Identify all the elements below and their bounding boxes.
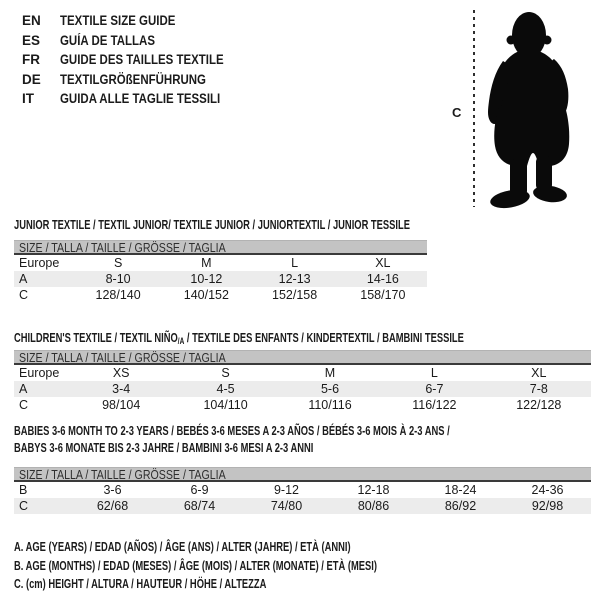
row-label: A — [19, 272, 28, 286]
size-cell: M — [324, 366, 336, 380]
language-row-de — [22, 70, 253, 90]
value-cell: 6-9 — [190, 483, 209, 497]
language-label: GUIDE DES TAILLES TEXTILE — [60, 52, 224, 68]
size-cell: M — [201, 256, 212, 270]
junior-table-title-text: JUNIOR TEXTILE / TEXTIL JUNIOR/ TEXTILE JUNIOR / JUNIORTEXTIL / JUNIOR TESSILE — [14, 217, 410, 232]
row-label: C — [19, 288, 29, 302]
size-cell: XL — [375, 256, 391, 270]
value-cell: 8-10 — [105, 272, 131, 286]
size-header-bar — [14, 467, 591, 482]
children-title-post: / TEXTILE DES ENFANTS / KINDERTEXTIL / BAMBINI TESSILE — [184, 330, 464, 345]
language-code: FR — [22, 52, 40, 68]
language-label: TEXTILE SIZE GUIDE — [60, 13, 176, 29]
table-row-age-months — [14, 482, 591, 498]
children-table — [14, 350, 591, 413]
value-cell: 12-18 — [357, 483, 390, 497]
legend-line-c — [14, 574, 518, 593]
row-label: Europe — [19, 256, 60, 270]
table-row-height — [14, 397, 591, 413]
legend-line-b — [14, 556, 518, 575]
value-cell: 116/122 — [412, 398, 457, 412]
value-cell: 140/152 — [183, 288, 229, 302]
table-row-age — [14, 271, 427, 287]
baby-silhouette-icon — [486, 4, 594, 212]
value-cell: 24-36 — [531, 483, 564, 497]
size-cell: L — [430, 366, 438, 380]
language-code: IT — [22, 91, 34, 107]
value-cell: 74/80 — [270, 499, 303, 513]
value-cell: 80/86 — [357, 499, 390, 513]
babies-table-title-line1: BABIES 3-6 MONTH TO 2-3 YEARS / BEBÉS 3-6 MESES A 2-3 AÑOS / BÉBÉS 3-6 MOIS À 2-3 ANS / — [14, 423, 450, 438]
table-row-height — [14, 287, 427, 303]
value-cell: 122/128 — [516, 398, 562, 412]
row-label: C — [19, 398, 29, 412]
value-cell: 9-12 — [273, 483, 300, 497]
row-label: A — [19, 382, 28, 396]
value-cell: 128/140 — [95, 288, 141, 302]
measure-label-c: C — [452, 105, 462, 120]
height-measure-dotted-line — [473, 10, 475, 207]
size-header-label: SIZE / TALLA / TAILLE / GRÖSSE / TAGLIA — [19, 468, 226, 482]
row-label: B — [19, 483, 28, 497]
children-title-pre: CHILDREN'S TEXTILE / TEXTIL NIÑO — [14, 330, 178, 345]
legend-text-c: C. (cm) HEIGHT / ALTURA / HAUTEUR / HÖHE / ALTEZZA — [14, 576, 267, 592]
language-label: GUIDA ALLE TAGLIE TESSILI — [60, 91, 221, 107]
language-row-fr — [22, 50, 253, 70]
size-cell: S — [113, 256, 123, 270]
value-cell: 3-6 — [103, 483, 122, 497]
legend-text-a: A. AGE (YEARS) / EDAD (AÑOS) / ÂGE (ANS) / ALTER (JAHRE) / ETÀ (ANNI) — [14, 538, 351, 554]
value-cell: 110/116 — [308, 398, 352, 412]
size-header-bar — [14, 240, 427, 255]
value-cell: 98/104 — [102, 398, 141, 412]
table-row-height — [14, 498, 591, 514]
language-row-it — [22, 89, 253, 109]
value-cell: 152/158 — [272, 288, 318, 302]
legend-text-b: B. AGE (MONTHS) / EDAD (MESES) / ÂGE (MOIS) / ALTER (MONATE) / ETÀ (MESI) — [14, 557, 377, 573]
children-title-sub: /A — [177, 336, 185, 346]
value-cell: 86/92 — [444, 499, 477, 513]
legend-line-a — [14, 537, 518, 556]
junior-table-title — [14, 216, 564, 233]
value-cell: 62/68 — [96, 499, 129, 513]
babies-table-title-line2: BABYS 3-6 MONATE BIS 2-3 JAHRE / BAMBINI 3-6 MESI A 2-3 ANNI — [14, 440, 314, 455]
value-cell: 92/98 — [531, 499, 564, 513]
value-cell: 10-12 — [190, 272, 223, 286]
value-cell: 5-6 — [320, 382, 340, 396]
language-code: ES — [22, 32, 41, 48]
size-cell: S — [221, 366, 230, 380]
size-cell: XL — [531, 366, 547, 380]
language-label: TEXTILGRÖßENFÜHRUNG — [60, 71, 206, 87]
value-cell: 18-24 — [444, 483, 477, 497]
value-cell: 14-16 — [366, 272, 399, 286]
value-cell: 158/170 — [360, 288, 406, 302]
size-header-label: SIZE / TALLA / TAILLE / GRÖSSE / TAGLIA — [19, 241, 226, 255]
language-code: DE — [22, 71, 41, 87]
row-label: C — [19, 499, 29, 513]
value-cell: 6-7 — [425, 382, 444, 396]
row-label: Europe — [19, 366, 60, 380]
babies-table-title — [14, 422, 600, 456]
value-cell: 104/110 — [203, 398, 248, 412]
language-row-en — [22, 11, 253, 31]
value-cell: 68/74 — [183, 499, 216, 513]
table-row-europe — [14, 255, 427, 271]
size-header-bar — [14, 350, 591, 365]
language-row-es — [22, 31, 253, 51]
language-list — [22, 11, 253, 109]
children-table-title-text — [14, 329, 464, 350]
size-header-label: SIZE / TALLA / TAILLE / GRÖSSE / TAGLIA — [19, 351, 226, 365]
size-cell: L — [291, 256, 299, 270]
value-cell: 12-13 — [278, 272, 311, 286]
value-cell: 3-4 — [112, 382, 131, 396]
language-code: EN — [22, 13, 41, 29]
table-row-europe — [14, 365, 591, 381]
size-cell: XS — [112, 366, 130, 380]
table-row-age — [14, 381, 591, 397]
language-label: GUÍA DE TALLAS — [60, 32, 155, 48]
value-cell: 4-5 — [216, 382, 235, 396]
babies-table — [14, 467, 591, 514]
value-cell: 7-8 — [529, 382, 548, 396]
measurement-legend — [14, 537, 518, 593]
children-table-title — [14, 329, 600, 350]
junior-table — [14, 240, 427, 303]
